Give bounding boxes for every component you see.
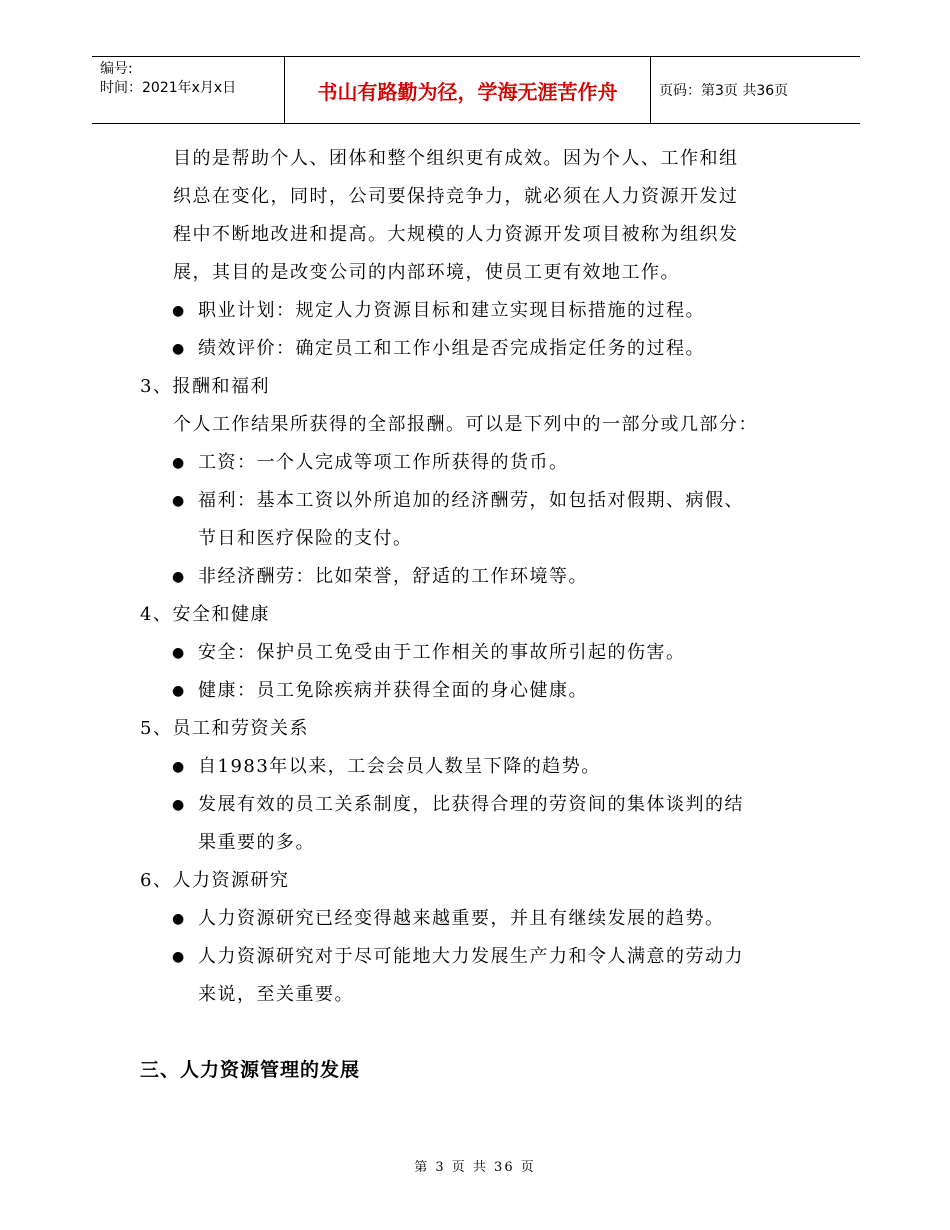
list-item-continuation: 来说，至关重要。 — [198, 984, 354, 1005]
header-motto: 书山有路勤为径，学海无涯苦作舟 — [285, 57, 651, 123]
header-page-label: 页码：第3页 共36页 — [659, 83, 789, 99]
bullet-icon: ● — [172, 797, 186, 813]
paragraph-line: 程中不断地改进和提高。大规模的人力资源开发项目被称为组织发 — [173, 224, 739, 245]
section-heading: 4、安全和健康 — [140, 604, 270, 625]
page-header — [92, 56, 860, 124]
list-item — [140, 900, 820, 938]
list-item — [140, 482, 820, 520]
number-label: 编号: — [100, 61, 133, 77]
paragraph-line: 个人工作结果所获得的全部报酬。可以是下列中的一部分或几部分： — [173, 414, 758, 435]
list-item-continuation: 节日和医疗保险的支付。 — [198, 528, 413, 549]
list-item — [140, 634, 820, 672]
list-item-text: 自1983年以来，工会会员人数呈下降的趋势。 — [198, 756, 601, 777]
header-meta — [92, 57, 285, 123]
list-item-text: 安全：保护员工免受由于工作相关的事故所引起的伤害。 — [198, 642, 686, 663]
bullet-icon: ● — [172, 759, 186, 775]
paragraph-line: 目的是帮助个人、团体和整个组织更有成效。因为个人、工作和组 — [173, 148, 739, 169]
list-item-text: 职业计划：规定人力资源目标和建立实现目标措施的过程。 — [198, 300, 705, 321]
bullet-icon: ● — [172, 949, 186, 965]
document-body — [140, 140, 820, 1014]
bullet-icon: ● — [172, 493, 186, 509]
list-item — [140, 672, 820, 710]
paragraph-line: 展，其目的是改变公司的内部环境，使员工更有效地工作。 — [173, 262, 680, 283]
list-item-text: 福利：基本工资以外所追加的经济酬劳，如包括对假期、病假、 — [198, 490, 744, 511]
list-item-continuation: 果重要的多。 — [198, 832, 315, 853]
section-heading: 6、人力资源研究 — [140, 870, 290, 891]
list-item — [140, 330, 820, 368]
list-item-text: 人力资源研究已经变得越来越重要，并且有继续发展的趋势。 — [198, 908, 725, 929]
list-item — [140, 938, 820, 976]
list-item — [140, 444, 820, 482]
chapter-heading: 三、人力资源管理的发展 — [140, 1059, 361, 1081]
list-item — [140, 558, 820, 596]
paragraph-line: 织总在变化，同时，公司要保持竞争力，就必须在人力资源开发过 — [173, 186, 739, 207]
bullet-icon: ● — [172, 569, 186, 585]
list-item — [140, 786, 820, 824]
page-footer: 第 3 页 共 36 页 — [414, 1160, 536, 1175]
list-item — [140, 292, 820, 330]
list-item-text: 非经济酬劳：比如荣誉，舒适的工作环境等。 — [198, 566, 588, 587]
bullet-icon: ● — [172, 455, 186, 471]
section-heading: 5、员工和劳资关系 — [140, 718, 309, 739]
list-item-text: 发展有效的员工关系制度，比获得合理的劳资间的集体谈判的结 — [198, 794, 744, 815]
bullet-icon: ● — [172, 341, 186, 357]
time-label: 时间：2021年x月x日 — [100, 80, 237, 96]
bullet-icon: ● — [172, 303, 186, 319]
list-item-text: 工资：一个人完成等项工作所获得的货币。 — [198, 452, 569, 473]
bullet-icon: ● — [172, 683, 186, 699]
list-item-text: 绩效评价：确定员工和工作小组是否完成指定任务的过程。 — [198, 338, 705, 359]
list-item-text: 健康：员工免除疾病并获得全面的身心健康。 — [198, 680, 588, 701]
bullet-icon: ● — [172, 645, 186, 661]
list-item-text: 人力资源研究对于尽可能地大力发展生产力和令人满意的劳动力 — [198, 946, 744, 967]
list-item — [140, 748, 820, 786]
section-heading: 3、报酬和福利 — [140, 376, 270, 397]
bullet-icon: ● — [172, 911, 186, 927]
